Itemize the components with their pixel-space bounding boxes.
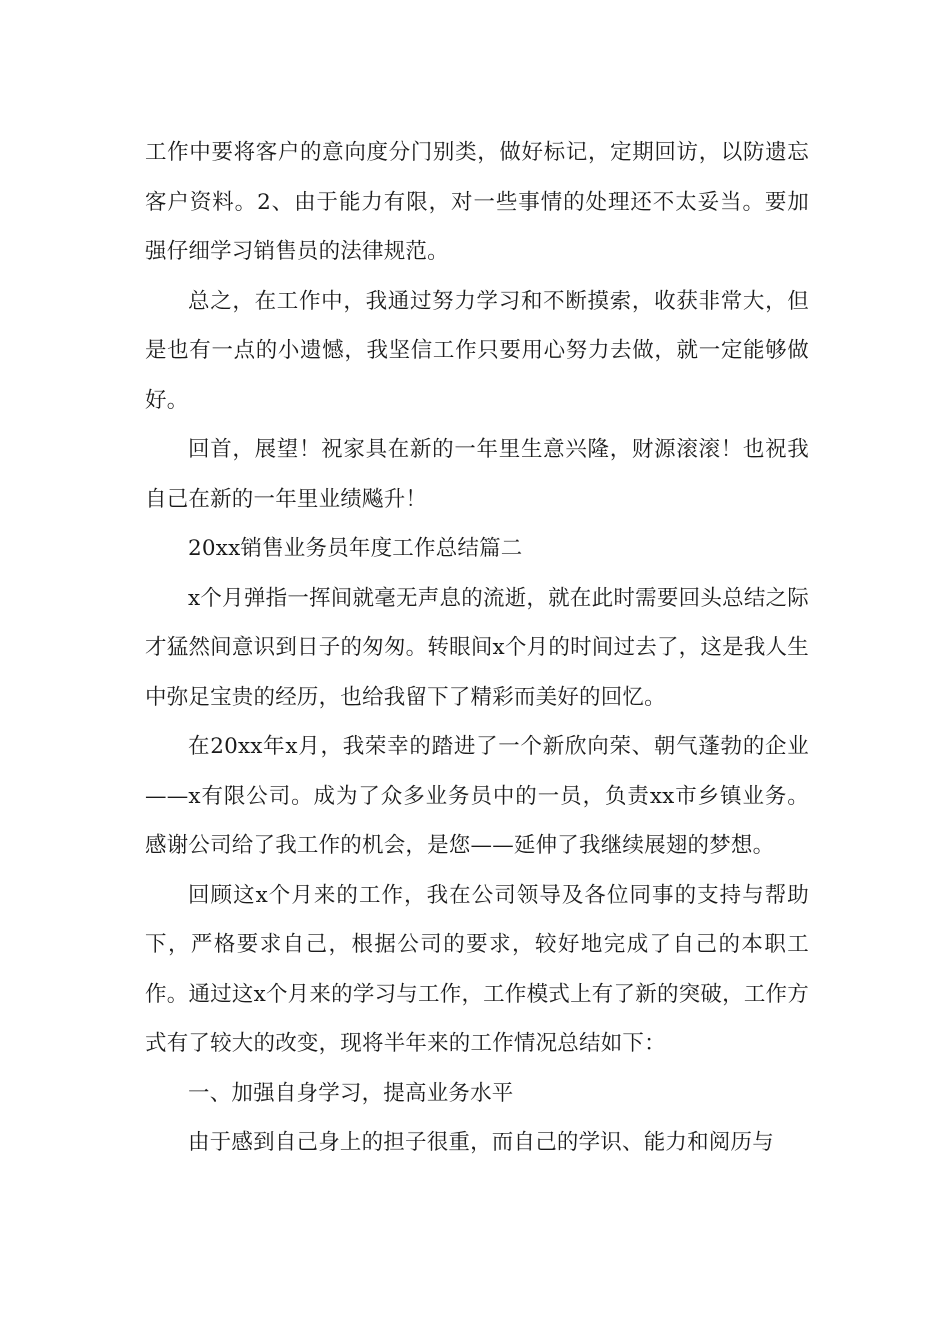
paragraph-continuation: 工作中要将客户的意向度分门别类，做好标记，定期回访，以防遗忘客户资料。2、由于能力有限，对一些事情的处理还不太妥当。要加强仔细学习销售员的法律规范。 (145, 140, 809, 264)
section-heading: 20xx销售业务员年度工作总结篇二 (188, 536, 523, 561)
paragraph-company: 在20xx年x月，我荣幸的踏进了一个新欣向荣、朝气蓬勃的企业——x有限公司。成为了众多业务员中的一员，负责xx市乡镇业务。感谢公司给了我工作的机会，是您——延伸了我继续展翅的梦想。 (145, 734, 809, 858)
subheading-study: 一、加强自身学习，提高业务水平 (188, 1080, 514, 1106)
paragraph-conclusion: 总之，在工作中，我通过努力学习和不断摸索，收获非常大，但是也有一点的小遗憾，我坚信工作只要用心努力去做，就一定能够做好。 (145, 288, 809, 413)
paragraph-intro: x个月弹指一挥间就毫无声息的流逝，就在此时需要回头总结之际才猛然间意识到日子的匆匆。转眼间x个月的时间过去了，这是我人生中弥足宝贵的经历，也给我留下了精彩而美好的回忆。 (145, 585, 809, 710)
paragraph-wishes: 回首，展望！祝家具在新的一年里生意兴隆，财源滚滚！也祝我自己在新的一年里业绩飚升！ (145, 437, 809, 512)
document-body (145, 128, 809, 1168)
paragraph-review: 回顾这x个月来的工作，我在公司领导及各位同事的支持与帮助下，严格要求自己，根据公司的要求，较好地完成了自己的本职工作。通过这x个月来的学习与工作，工作模式上有了新的突破，工作方式有了较大的改变，现将半年来的工作情况总结如下： (145, 882, 809, 1056)
paragraph-study: 由于感到自己身上的担子很重，而自己的学识、能力和阅历与 (188, 1130, 774, 1155)
